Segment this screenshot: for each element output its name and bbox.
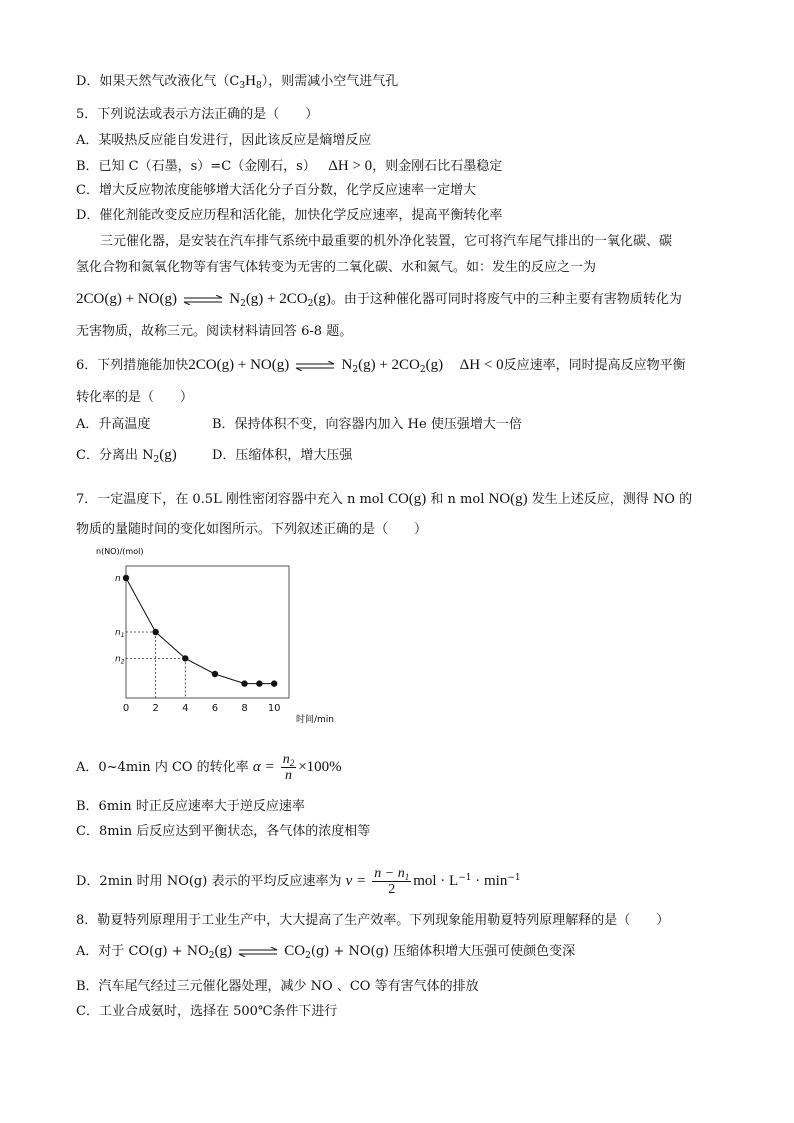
q6-stem-2: 转化率的是（ ） bbox=[76, 390, 194, 405]
q7-stem-2: 物质的量随时间的变化如图所示。下列叙述正确的是（ ） bbox=[76, 522, 428, 537]
material-line-1: 三元催化器，是安装在汽车排气系统中最重要的机外净化装置，它可将汽车尾气排出的一氧化碳、碳 bbox=[100, 234, 673, 249]
q7-stem: 7．一定温度下，在 0.5L 刚性密闭容器中充入 n mol CO(g) 和 n mol NO(g) 发生上述反应，测得 NO 的 bbox=[76, 491, 693, 507]
series-line bbox=[126, 578, 274, 684]
data-point bbox=[271, 680, 277, 686]
y-tick-label: $n_2$ bbox=[115, 654, 125, 666]
data-point bbox=[212, 671, 218, 677]
q5-option-c: C．增大反应物浓度能够增大活化分子百分数，化学反应速率一定增大 bbox=[76, 183, 476, 198]
x-tick-label: 2 bbox=[152, 703, 159, 714]
data-point bbox=[241, 680, 247, 686]
y-tick-label: $n_1$ bbox=[115, 628, 125, 639]
chart-y-label: n(NO)/(mol) bbox=[96, 547, 144, 556]
data-point bbox=[123, 575, 129, 581]
equilibrium-arrow-icon bbox=[238, 947, 278, 957]
q5-stem: 5．下列说法或表示方法正确的是（ ） bbox=[76, 107, 319, 122]
x-tick-label: 0 bbox=[122, 703, 130, 714]
q8-stem: 8．勒夏特列原理用于工业生产中，大大提高了生产效率。下列现象能用勒夏特列原理解释的是（ ） bbox=[76, 913, 670, 928]
q6-options-ab: A．升高温度 B．保持体积不变，向容器内加入 He 使压强增大一倍 bbox=[76, 417, 522, 432]
x-tick-label: 6 bbox=[211, 703, 219, 714]
no-amount-chart bbox=[96, 544, 356, 724]
q5-option-d: D．催化剂能改变反应历程和活化能，加快化学反应速率，提高平衡转化率 bbox=[76, 208, 503, 223]
q8-option-b: B．汽车尾气经过三元催化器处理，减少 NO 、CO 等有害气体的排放 bbox=[76, 979, 479, 994]
q8-option-c: C．工业合成氨时，选择在 500℃条件下进行 bbox=[76, 1004, 338, 1019]
q7-option-a: A．0~4min 内 CO 的转化率 α = $\frac{n_2}{n}$ ×100% bbox=[76, 752, 342, 783]
material-line-3: 2CO(g) + NO(g) $N_2(g) + 2CO_2(g)$。由于这种催化器可同时将废气中的三种主要有害物质转化为 bbox=[76, 291, 682, 309]
q5-option-a: A．某吸热反应能自发进行，因此该反应是熵增反应 bbox=[76, 133, 372, 148]
q7-option-b: B．6min 时正反应速率大于逆反应速率 bbox=[76, 799, 305, 814]
q5-option-b: B．已知 C（石墨，s）=C（金刚石，s） ΔH > 0，则金刚石比石墨稳定 bbox=[76, 158, 503, 174]
data-point bbox=[152, 629, 158, 635]
x-tick-label: 10 bbox=[267, 703, 281, 714]
q7-option-c: C．8min 后反应达到平衡状态，各气体的浓度相等 bbox=[76, 824, 371, 839]
equilibrium-arrow-icon bbox=[183, 295, 223, 305]
material-line-4: 无害物质，故称三元。阅读材料请回答 6-8 题。 bbox=[76, 324, 353, 339]
q4-option-d: D．如果天然气改液化气$(C_3H_8)$，则需减小空气进气孔 bbox=[76, 73, 399, 91]
chart-x-label: 时间/min bbox=[296, 715, 335, 724]
q7-option-d: D．2min 时用 NO(g) 表示的平均反应速率为 v = $\frac{n - n_1}{2}$ mol · $L^{-1} \cdot \min^{-1}$ bbox=[76, 866, 521, 897]
q8-option-a: A．对于 $CO(g) + NO_2(g) CO_2(g) + NO(g)$ 压缩体积增大压强可使颜色变深 bbox=[76, 943, 576, 961]
q6-options-cd: C．分离出 $N_2(g)$ D．压缩体积，增大压强 bbox=[76, 447, 353, 465]
data-point bbox=[182, 655, 188, 661]
q6-stem: 6．下列措施能加快2CO(g) + NO(g) $N_2(g) + 2CO_2(g)$ ΔH < 0反应速率，同时提高反应物平衡 bbox=[76, 357, 686, 375]
x-tick-label: 8 bbox=[241, 703, 248, 714]
material-line-2: 氢化合物和氮氧化物等有害气体转变为无害的二氧化碳、水和氮气。如：发生的反应之一为 bbox=[76, 260, 597, 275]
y-tick-label: n bbox=[115, 574, 121, 584]
data-point bbox=[256, 680, 262, 686]
equilibrium-arrow-icon bbox=[295, 361, 335, 371]
x-tick-label: 4 bbox=[182, 703, 189, 714]
